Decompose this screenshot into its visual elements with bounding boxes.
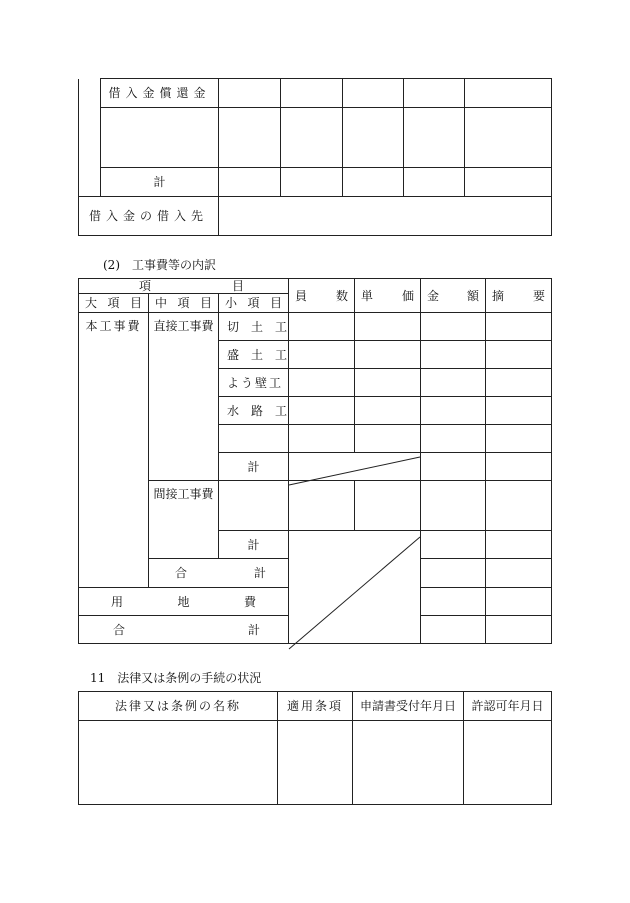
cell[interactable] [486, 588, 552, 616]
cell[interactable] [486, 397, 552, 425]
cell[interactable] [355, 369, 421, 397]
cell[interactable] [219, 108, 281, 168]
cell[interactable] [486, 425, 552, 453]
cell[interactable] [355, 481, 421, 531]
cell[interactable] [486, 616, 552, 644]
cell[interactable] [486, 559, 552, 588]
lender-value[interactable] [219, 197, 552, 236]
cell[interactable] [404, 108, 465, 168]
totals-diagonal-cell [289, 531, 421, 644]
procedures-table [78, 691, 552, 805]
cell[interactable] [404, 168, 465, 197]
main-work-label: 本工事費 [79, 313, 149, 588]
cell[interactable] [486, 531, 552, 559]
applicable-clause-header: 適用条項 [278, 692, 353, 721]
cell[interactable] [464, 721, 552, 805]
cell[interactable] [343, 108, 404, 168]
section-11-title: 11 法律又は条例の手続の状況 [90, 671, 262, 685]
approval-date-header: 許認可年月日 [464, 692, 552, 721]
cell[interactable] [421, 481, 486, 531]
middle-item-header: 中 項 目 [149, 294, 219, 313]
law-name-header: 法律又は条例の名称 [79, 692, 278, 721]
cell[interactable] [281, 108, 343, 168]
cell[interactable] [421, 588, 486, 616]
cell[interactable] [219, 79, 281, 108]
cell[interactable] [219, 168, 281, 197]
indirect-subtotal-label: 計 [219, 531, 289, 559]
loan-repayment-label: 借入金償還金 [101, 79, 219, 108]
cell[interactable] [79, 721, 278, 805]
cell[interactable] [421, 341, 486, 369]
loan-table [78, 78, 552, 236]
construction-cost-table [78, 278, 552, 644]
cell[interactable] [289, 369, 355, 397]
cell[interactable] [219, 425, 289, 453]
cell[interactable] [421, 425, 486, 453]
cell[interactable] [289, 313, 355, 341]
cell[interactable] [486, 341, 552, 369]
cell[interactable] [421, 313, 486, 341]
grand-total-label: 合 計 [79, 616, 289, 644]
indirect-work-label: 間接工事費 [149, 481, 219, 559]
direct-work-label: 直接工事費 [149, 313, 219, 481]
cell[interactable] [343, 168, 404, 197]
minor-item-fill: 盛 土 工 [219, 341, 289, 369]
cell[interactable] [289, 425, 355, 453]
cell[interactable] [486, 453, 552, 481]
lender-label: 借入金の借入先 [79, 197, 219, 236]
cell[interactable] [486, 313, 552, 341]
cell[interactable] [355, 341, 421, 369]
top-subtotal-label: 計 [101, 168, 219, 197]
application-date-header: 申請書受付年月日 [353, 692, 464, 721]
cell[interactable] [421, 397, 486, 425]
cell[interactable] [281, 79, 343, 108]
cell[interactable] [278, 721, 353, 805]
cell[interactable] [404, 79, 465, 108]
cell[interactable] [289, 481, 355, 531]
cell[interactable] [465, 79, 552, 108]
amount-header: 金 額 [421, 279, 486, 313]
minor-item-retaining-wall: よう壁工 [219, 369, 289, 397]
direct-subtotal-diagonal-cell [289, 453, 421, 481]
main-work-total-label: 合 計 [149, 559, 289, 588]
cell[interactable] [353, 721, 464, 805]
land-cost-label: 用 地 費 [79, 588, 289, 616]
section-2-title: (2) 工事費等の内訳 [103, 258, 216, 272]
cell[interactable] [355, 397, 421, 425]
cell[interactable] [465, 168, 552, 197]
cell[interactable] [486, 369, 552, 397]
cell[interactable] [355, 425, 421, 453]
cell[interactable] [421, 369, 486, 397]
minor-item-cut: 切 土 工 [219, 313, 289, 341]
item-header: 項 目 [79, 279, 289, 294]
cell[interactable] [465, 108, 552, 168]
major-item-header: 大 項 目 [79, 294, 149, 313]
cell[interactable] [421, 559, 486, 588]
cell[interactable] [101, 108, 219, 168]
minor-item-header: 小 項 目 [219, 294, 289, 313]
unit-price-header: 単 価 [355, 279, 421, 313]
minor-item-waterway: 水 路 工 [219, 397, 289, 425]
cell[interactable] [219, 481, 289, 531]
quantity-header: 員 数 [289, 279, 355, 313]
cell[interactable] [421, 616, 486, 644]
cell[interactable] [421, 531, 486, 559]
cell[interactable] [355, 313, 421, 341]
cell[interactable] [289, 397, 355, 425]
cell[interactable] [486, 481, 552, 531]
cell[interactable] [343, 79, 404, 108]
continuation-cell [79, 79, 101, 197]
cell[interactable] [289, 341, 355, 369]
direct-subtotal-label: 計 [219, 453, 289, 481]
cell[interactable] [421, 453, 486, 481]
remarks-header: 摘 要 [486, 279, 552, 313]
cell[interactable] [281, 168, 343, 197]
